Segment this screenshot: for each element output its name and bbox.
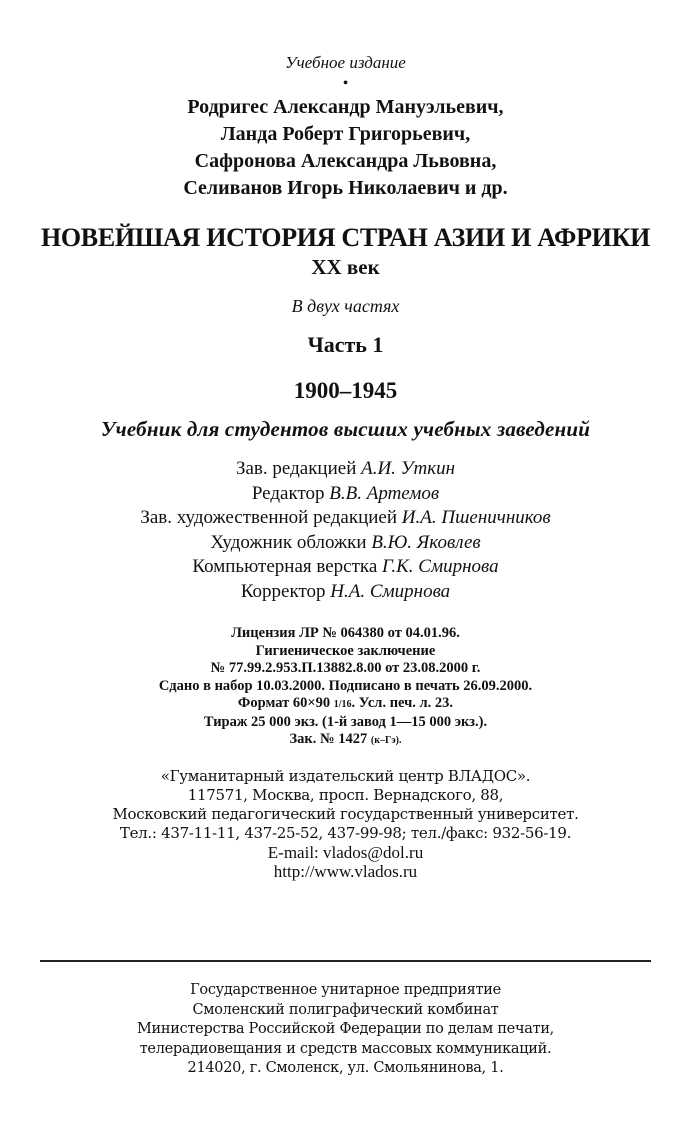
printer-line: Смоленский полиграфический комбинат bbox=[192, 1001, 499, 1018]
credit-name: А.И. Уткин bbox=[361, 458, 456, 479]
credits-block bbox=[0, 457, 691, 604]
year-range: 1900–1945 bbox=[293, 378, 398, 403]
publisher-block bbox=[0, 767, 691, 881]
part-number: Часть 1 bbox=[307, 332, 384, 357]
credit-name: В.Ю. Яковлев bbox=[371, 531, 481, 553]
imprint-block bbox=[0, 625, 691, 750]
printer-line: 214020, г. Смоленск, ул. Смольянинова, 1. bbox=[187, 1060, 504, 1076]
credit-line bbox=[0, 580, 691, 605]
dates-line: Сдано в набор 10.03.2000. Подписано в печать 26.09.2000. bbox=[158, 677, 533, 694]
credit-role: Компьютерная верстка bbox=[192, 556, 378, 577]
hygiene-number: № 77.99.2.953.П.13882.8.00 от 23.08.2000 г. bbox=[210, 660, 481, 676]
publisher-name: «Гуманитарный издательский центр ВЛАДОС». bbox=[160, 766, 531, 785]
publisher-email: E-mail: vlados@dol.ru bbox=[267, 842, 424, 862]
parts-note: В двух частях bbox=[291, 296, 400, 316]
credit-line bbox=[0, 506, 691, 531]
credit-role: Корректор bbox=[240, 580, 326, 602]
publisher-website: http://www.vlados.ru bbox=[273, 861, 418, 881]
credit-role: Редактор bbox=[251, 482, 325, 504]
printer-line: телерадиовещания и средств массовых коммуникаций. bbox=[139, 1040, 552, 1057]
divider-rule bbox=[40, 960, 651, 962]
print-run-line: Тираж 25 000 экз. (1-й завод 1—15 000 экз.). bbox=[203, 713, 488, 730]
format-fraction: 1/16 bbox=[333, 699, 352, 710]
printer-line: Государственное унитарное предприятие bbox=[190, 982, 501, 998]
hygiene-title: Гигиеническое заключение bbox=[255, 642, 436, 659]
publisher-institution: Московский педагогический государственный университет. bbox=[112, 804, 579, 823]
credit-name: И.А. Пшеничников bbox=[401, 507, 551, 528]
printer-block bbox=[0, 981, 691, 1079]
printer-line: Министерства Российской Федерации по делам печати, bbox=[137, 1021, 554, 1037]
edition-type-label: Учебное издание bbox=[285, 53, 406, 72]
book-title: НОВЕЙШАЯ ИСТОРИЯ СТРАН АЗИИ И АФРИКИ bbox=[40, 223, 651, 252]
credit-line bbox=[0, 457, 691, 482]
license-line: Лицензия ЛР № 064380 от 04.01.96. bbox=[231, 625, 460, 641]
author-line: Ланда Роберт Григорьевич, bbox=[220, 123, 471, 145]
credit-line bbox=[0, 531, 691, 556]
credit-role: Зав. редакцией bbox=[235, 458, 357, 479]
credit-name: В.В. Артемов bbox=[329, 482, 440, 504]
book-subtitle: Учебник для студентов высших учебных заведений bbox=[100, 417, 591, 441]
bullet-mark: • bbox=[342, 75, 349, 92]
format-line: Формат 60×90 1/16. Усл. печ. л. 23. bbox=[237, 695, 454, 711]
credit-name: Н.А. Смирнова bbox=[330, 580, 451, 602]
credit-name: Г.К. Смирнова bbox=[382, 556, 499, 577]
author-list bbox=[0, 94, 691, 202]
book-century: XX век bbox=[311, 255, 380, 279]
credit-line bbox=[0, 482, 691, 507]
order-code: (к–Гэ). bbox=[370, 735, 402, 746]
credit-role: Зав. художественной редакцией bbox=[140, 507, 398, 528]
publisher-address: 117571, Москва, просп. Вернадского, 88, bbox=[187, 785, 504, 804]
author-line: Селиванов Игорь Николаевич и др. bbox=[183, 177, 508, 199]
credit-role: Художник обложки bbox=[210, 531, 367, 553]
order-line: Зак. № 1427 (к–Гэ). bbox=[289, 731, 402, 747]
credit-line bbox=[0, 555, 691, 580]
author-line: Родригес Александр Мануэльевич, bbox=[187, 96, 504, 118]
publisher-phones: Тел.: 437-11-11, 437-25-52, 437-99-98; тел./факс: 932-56-19. bbox=[119, 823, 572, 842]
author-line: Сафронова Александра Львовна, bbox=[194, 150, 497, 172]
